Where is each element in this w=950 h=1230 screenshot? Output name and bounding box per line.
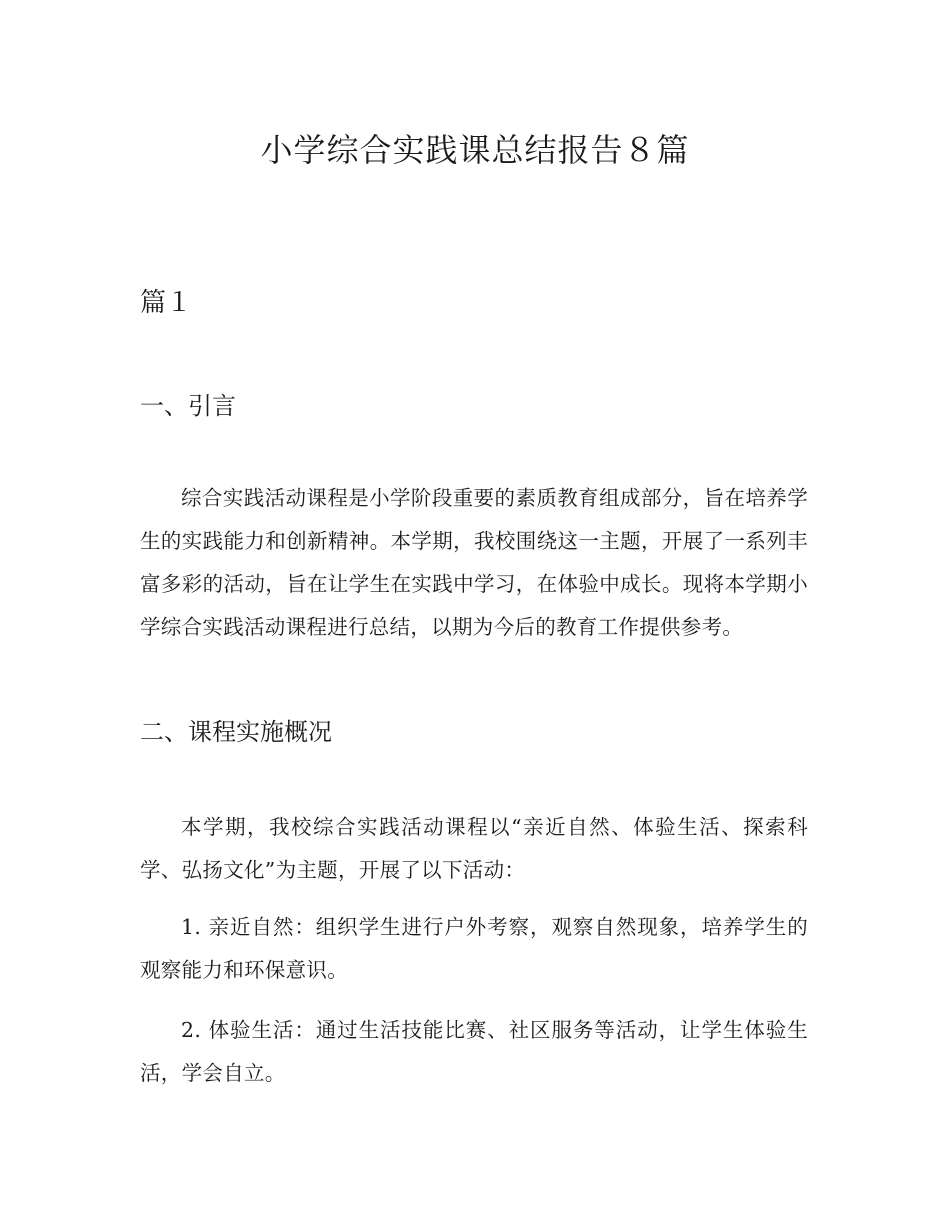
list-item: 2. 体验生活：通过生活技能比赛、社区服务等活动，让学生体验生活，学会自立。 <box>140 1018 808 1085</box>
list-item: 1. 亲近自然：组织学生进行户外考察，观察自然现象，培养学生的观察能力和环保意识。 <box>140 915 808 982</box>
heading-course-overview: 二、课程实施概况 <box>140 718 332 746</box>
paragraph-course-overview: 本学期，我校综合实践活动课程以“亲近自然、体验生活、探索科学、弘扬文化”为主题，开展了以下活动： <box>140 815 808 882</box>
document-title: 小学综合实践课总结报告８篇 <box>260 131 690 169</box>
paragraph-introduction: 综合实践活动课程是小学阶段重要的素质教育组成部分，旨在培养学生的实践能力和创新精神。本学期，我校围绕这一主题，开展了一系列丰富多彩的活动，旨在让学生在实践中学习，在体验中成长。现将本学期小学综合实践活动课程进行总结，以期为今后的教育工作提供参考。 <box>140 486 808 639</box>
heading-introduction: 一、引言 <box>140 392 236 420</box>
section-label: 篇１ <box>140 288 193 318</box>
